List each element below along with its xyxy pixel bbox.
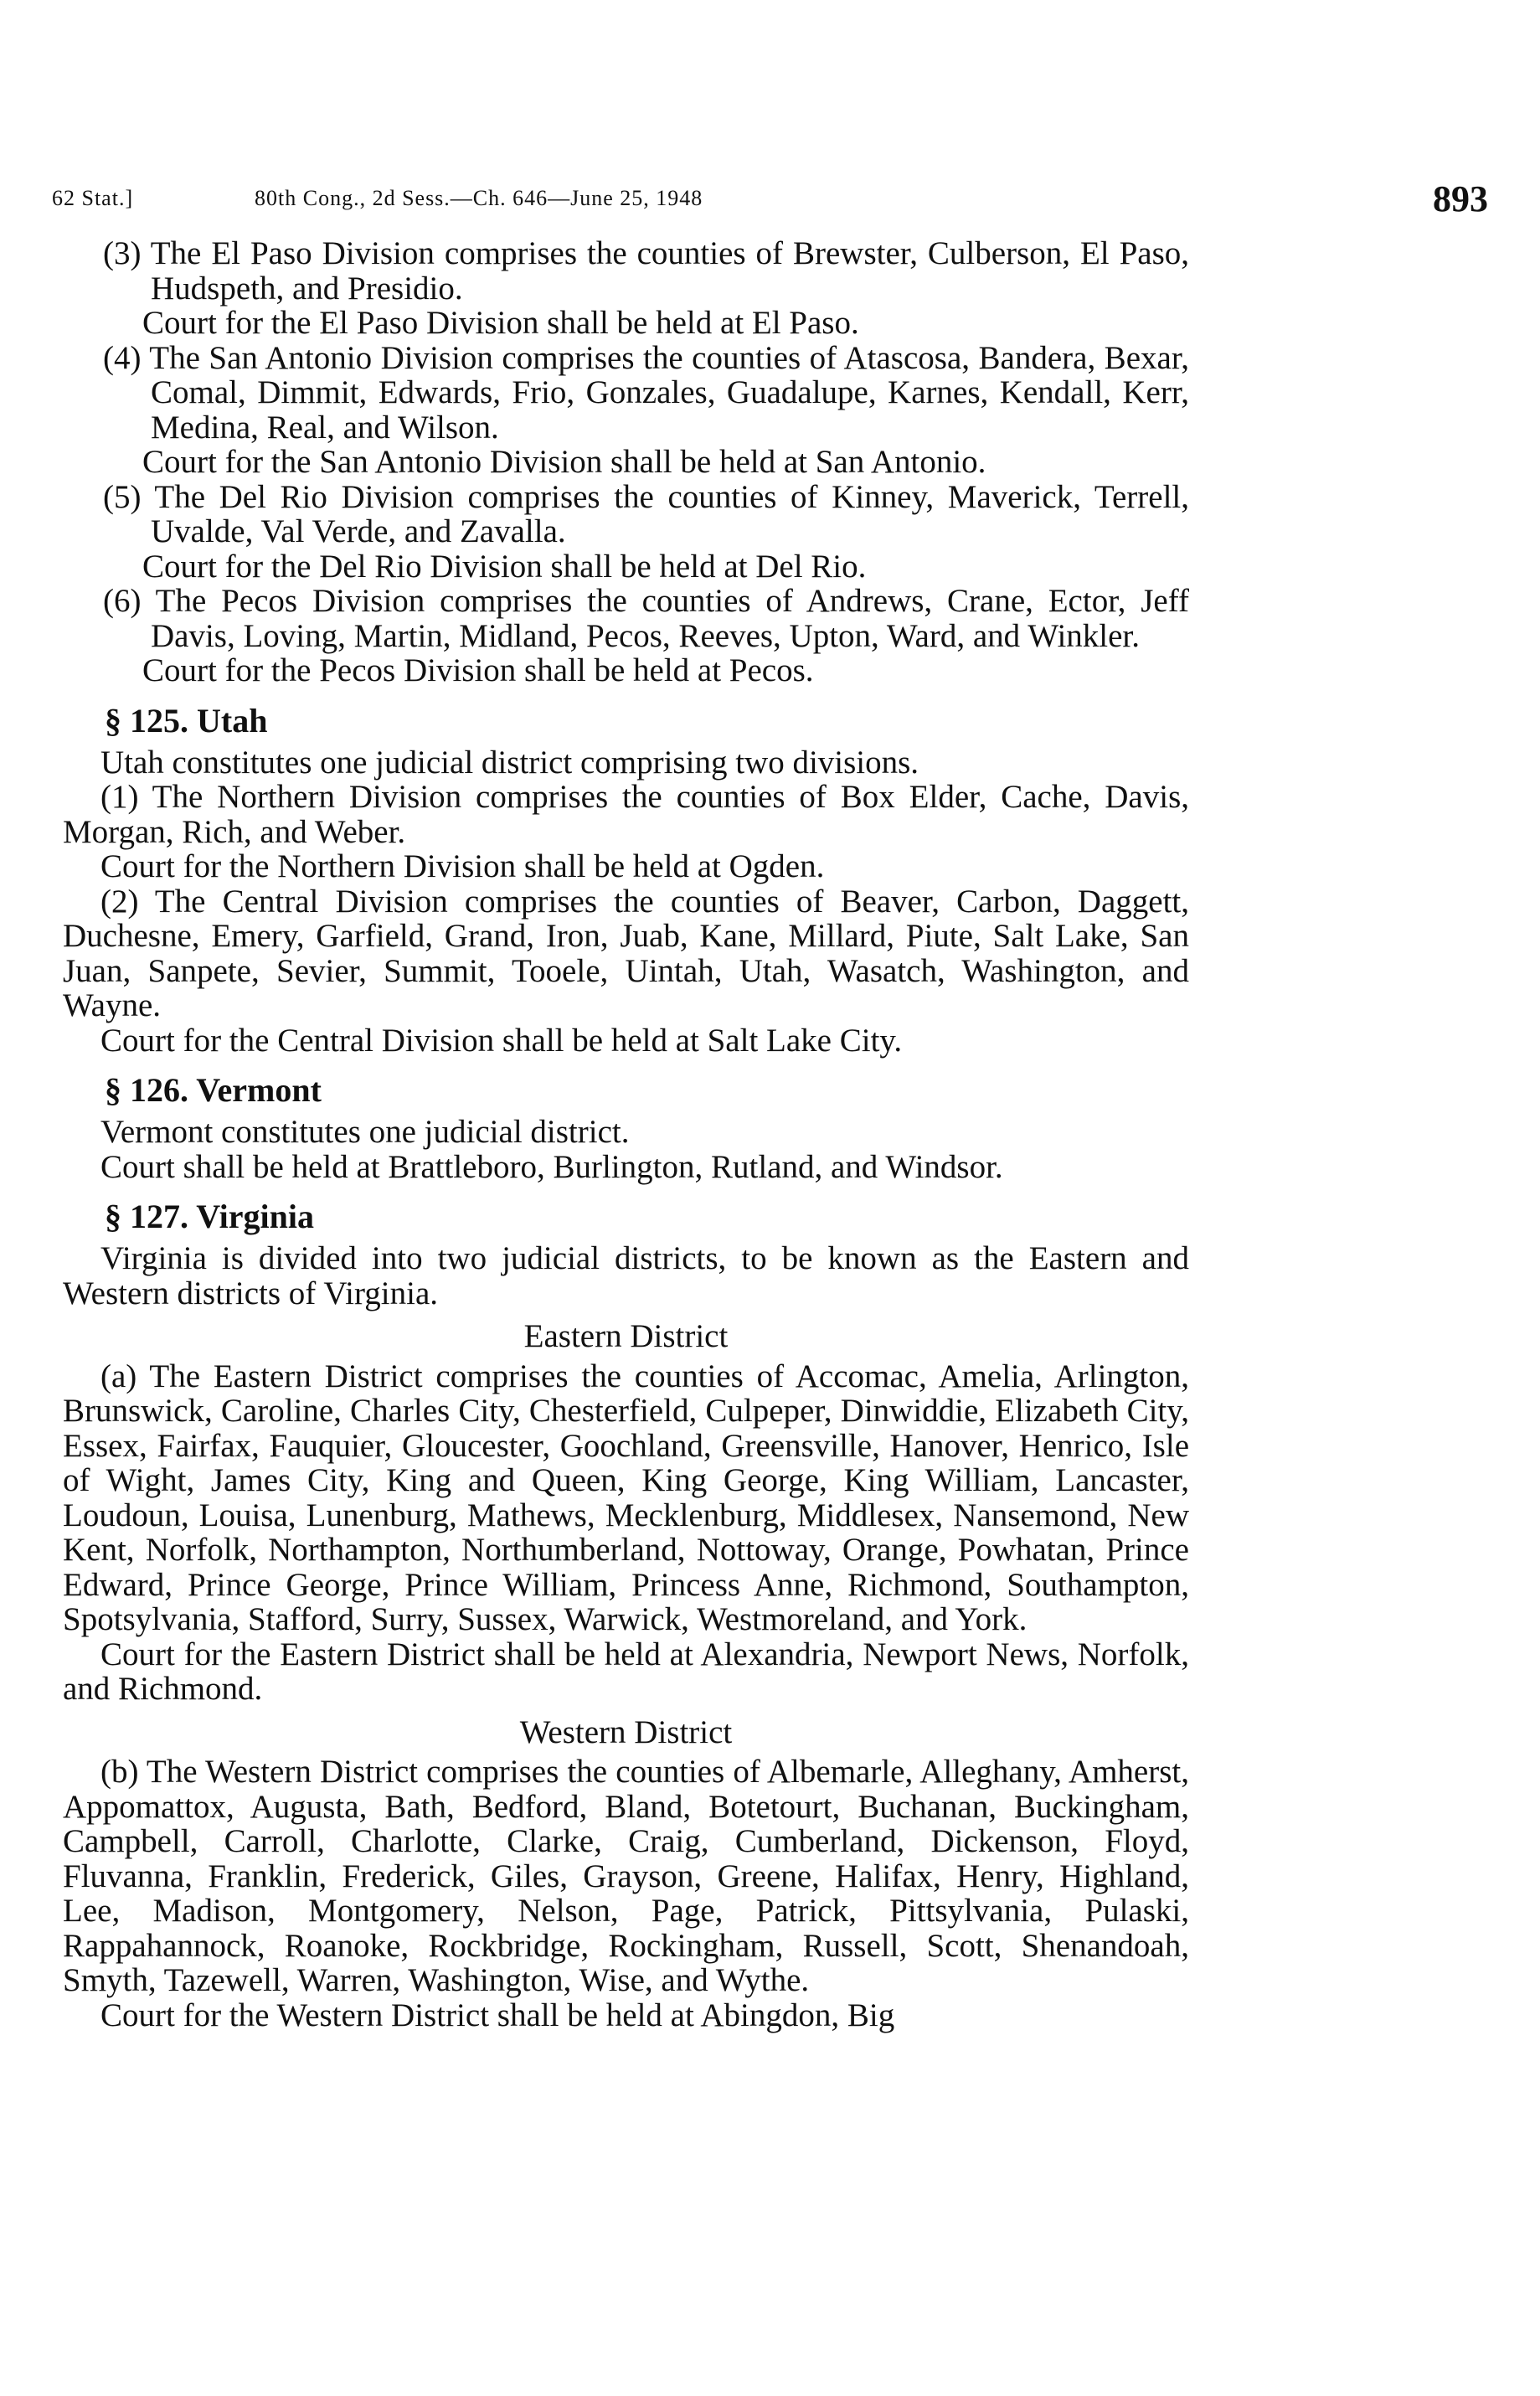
vermont-court: Court shall be held at Brattleboro, Burlington, Rutland, and Windsor.: [100, 1148, 1003, 1185]
eastern-district-heading: Eastern District: [523, 1318, 729, 1354]
section-125-heading: § 125. Utah: [105, 701, 268, 739]
san-antonio-court: Court for the San Antonio Division shall be held at San Antonio.: [142, 444, 986, 480]
san-antonio-division: (4) The San Antonio Division comprises the counties of Atascosa, Bandera, Bexar, Comal, Dimmit, Edwards, Frio, Gonzales, Guadalupe, Karnes, Kendall, Kerr, Medina, Real, and Wilson.: [103, 339, 1189, 446]
page-number: 893: [1433, 178, 1488, 219]
del-rio-division: (5) The Del Rio Division comprises the counties of Kinney, Maverick, Terrell, Uvalde, Val Verde, and Zavalla.: [103, 478, 1189, 549]
el-paso-division: (3) The El Paso Division comprises the counties of Brewster, Culberson, El Paso, Hudspeth, and Presidio.: [103, 235, 1189, 307]
section-127-heading: § 127. Virginia: [105, 1198, 315, 1235]
utah-northern-division: (1) The Northern Division comprises the counties of Box Elder, Cache, Davis, Morgan, Rich, and Weber.: [63, 779, 1189, 850]
utah-central-division: (2) The Central Division comprises the counties of Beaver, Carbon, Daggett, Duchesne, Emery, Garfield, Grand, Iron, Juab, Kane, Millard, Piute, Salt Lake, San Juan, Sanpete, Sevier, Summit, Tooele, Uintah, Utah, Wasatch, Washington, and Wayne.: [63, 883, 1189, 1023]
western-district-court: Court for the Western District shall be held at Abingdon, Big: [100, 1997, 895, 2033]
virginia-intro: Virginia is divided into two judicial districts, to be known as the Eastern and Western districts of Virginia.: [63, 1240, 1189, 1311]
western-district-counties: (b) The Western District comprises the counties of Albemarle, Alleghany, Amherst, Appomattox, Augusta, Bath, Bedford, Bland, Botetourt, Buchanan, Buckingham, Campbell, Carroll, Charlotte, Clarke, Craig, Cumberland, Dickenson, Floyd, Fluvanna, Franklin, Frederick, Giles, Grayson, Greene, Halifax, Henry, Highland, Lee, Madison, Montgomery, Nelson, Page, Patrick, Pittsylvania, Pulaski, Rappahannock, Roanoke, Rockbridge, Rockingham, Russell, Scott, Shenandoah, Smyth, Tazewell, Warren, Washington, Wise, and Wythe.: [63, 1754, 1189, 1998]
vermont-intro: Vermont constitutes one judicial district.: [100, 1114, 630, 1150]
running-header: [52, 178, 1488, 228]
pecos-court: Court for the Pecos Division shall be held at Pecos.: [142, 652, 814, 688]
western-district-heading: Western District: [519, 1713, 733, 1750]
congress-session-line: 80th Cong., 2d Sess.—Ch. 646—June 25, 1948: [255, 186, 703, 210]
eastern-district-counties: (a) The Eastern District comprises the counties of Accomac, Amelia, Arlington, Brunswick, Caroline, Charles City, Chesterfield, Culpeper, Dinwiddie, Elizabeth City, Essex, Fairfax, Fauquier, Gloucester, Goochland, Greensville, Hanover, Henrico, Isle of Wight, James City, King and Queen, King George, King William, Lancaster, Loudoun, Louisa, Lunenburg, Mathews, Mecklenburg, Middlesex, Nansemond, New Kent, Norfolk, Northampton, Northumberland, Nottoway, Orange, Powhatan, Prince Edward, Prince George, Prince William, Princess Anne, Richmond, Southampton, Spotsylvania, Stafford, Surry, Sussex, Warwick, Westmoreland, and York.: [63, 1358, 1189, 1637]
el-paso-court: Court for the El Paso Division shall be held at El Paso.: [142, 305, 859, 341]
utah-intro: Utah constitutes one judicial district comprising two divisions.: [100, 744, 919, 781]
pecos-division: (6) The Pecos Division comprises the counties of Andrews, Crane, Ector, Jeff Davis, Loving, Martin, Midland, Pecos, Reeves, Upton, Ward, and Winkler.: [103, 583, 1189, 654]
utah-northern-court: Court for the Northern Division shall be held at Ogden.: [100, 848, 825, 884]
eastern-district-court: Court for the Eastern District shall be held at Alexandria, Newport News, Norfolk, and Richmond.: [63, 1636, 1189, 1707]
section-126-heading: § 126. Vermont: [105, 1071, 322, 1109]
del-rio-court: Court for the Del Rio Division shall be held at Del Rio.: [142, 548, 867, 585]
volume-reference: 62 Stat.]: [52, 186, 134, 210]
statute-body: [63, 236, 1189, 2033]
utah-central-court: Court for the Central Division shall be held at Salt Lake City.: [100, 1022, 903, 1059]
